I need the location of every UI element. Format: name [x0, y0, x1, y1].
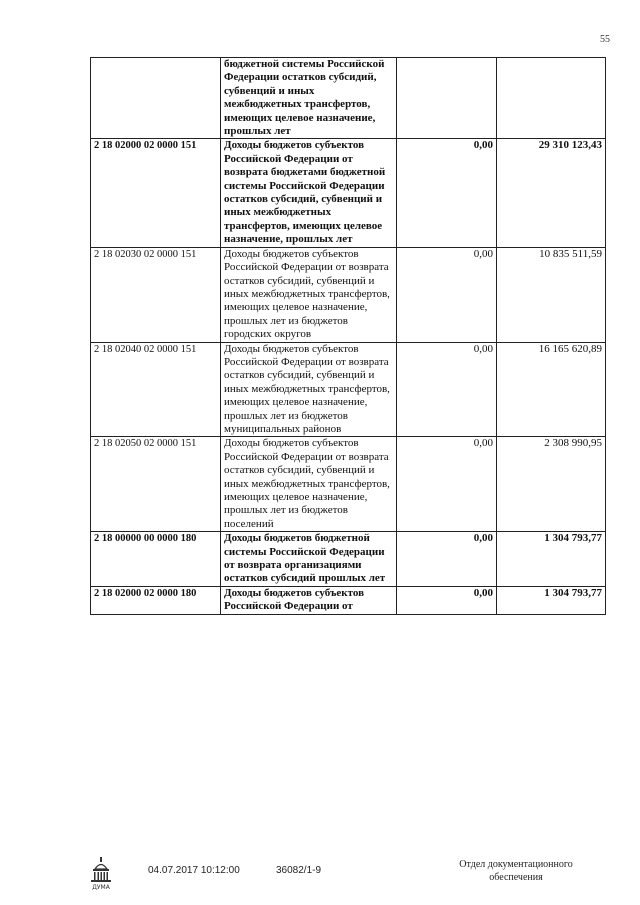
row-name: Доходы бюджетов субъектов Российской Федерации от возврата бюджетами бюджетной системы Российской Федерации остатков субсидий, субвенций и иных межбюджетных трансфертов, имеющих целевое назначение, прошлых лет [221, 139, 397, 247]
row-code: 2 18 02040 02 0000 151 [91, 342, 221, 437]
table-row [91, 247, 606, 342]
table-row [91, 532, 606, 587]
duma-building-icon [88, 857, 114, 891]
table-row [91, 342, 606, 437]
row-code [91, 58, 221, 139]
row-value-1: 0,00 [397, 139, 497, 247]
row-value-2: 10 835 511,59 [497, 247, 606, 342]
row-name: Доходы бюджетов субъектов Российской Федерации от возврата остатков субсидий, субвенций и иных межбюджетных трансфертов, имеющих целевое назначение, прошлых лет из бюджетов муниципальных районов [221, 342, 397, 437]
page-footer [0, 855, 640, 905]
row-value-1: 0,00 [397, 247, 497, 342]
row-code: 2 18 00000 00 0000 180 [91, 532, 221, 587]
row-value-2: 16 165 620,89 [497, 342, 606, 437]
table-row [91, 437, 606, 532]
footer-datetime: 04.07.2017 10:12:00 [148, 865, 240, 876]
page-number: 55 [600, 34, 610, 45]
budget-table [90, 57, 606, 615]
row-value-2: 1 304 793,77 [497, 586, 606, 614]
row-value-1 [397, 58, 497, 139]
row-name: бюджетной системы Российской Федерации остатков субсидий, субвенций и иных межбюджетных трансфертов, имеющих целевое назначение, прошлых лет [221, 58, 397, 139]
row-name: Доходы бюджетов субъектов Российской Федерации от возврата остатков субсидий, субвенций и иных межбюджетных трансфертов, имеющих целевое назначение, прошлых лет из бюджетов городских округов [221, 247, 397, 342]
row-value-1: 0,00 [397, 532, 497, 587]
footer-department: Отдел документационного обеспечения [459, 859, 573, 883]
logo-text: ДУМА [92, 884, 110, 891]
table-row [91, 586, 606, 614]
row-value-2: 29 310 123,43 [497, 139, 606, 247]
row-value-2: 2 308 990,95 [497, 437, 606, 532]
row-value-2: 1 304 793,77 [497, 532, 606, 587]
row-code: 2 18 02050 02 0000 151 [91, 437, 221, 532]
row-name: Доходы бюджетов бюджетной системы Российской Федерации от возврата организациями остатков субсидий прошлых лет [221, 532, 397, 587]
row-code: 2 18 02000 02 0000 151 [91, 139, 221, 247]
budget-table-body [91, 58, 606, 615]
row-name: Доходы бюджетов субъектов Российской Федерации от возврата остатков субсидий, субвенций и иных межбюджетных трансфертов, имеющих целевое назначение, прошлых лет из бюджетов поселений [221, 437, 397, 532]
row-code: 2 18 02030 02 0000 151 [91, 247, 221, 342]
table-row [91, 139, 606, 247]
footer-doc-ref: 36082/1-9 [276, 865, 322, 876]
row-value-1: 0,00 [397, 437, 497, 532]
row-name: Доходы бюджетов субъектов Российской Федерации от [221, 586, 397, 614]
row-code: 2 18 02000 02 0000 180 [91, 586, 221, 614]
row-value-1: 0,00 [397, 586, 497, 614]
row-value-1: 0,00 [397, 342, 497, 437]
table-row [91, 58, 606, 139]
row-value-2 [497, 58, 606, 139]
